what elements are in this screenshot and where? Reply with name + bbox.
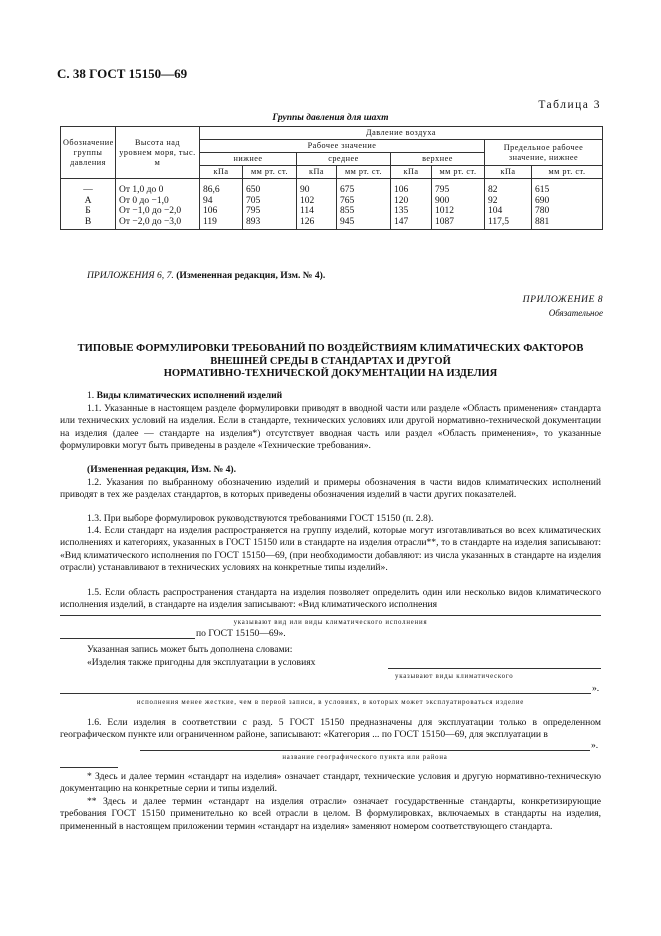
table-cell: 795 [243, 206, 297, 217]
table-cell: 90 [297, 179, 337, 196]
table-cell: 104 [485, 206, 532, 217]
fill-in-label: указывают виды климатического [395, 673, 514, 680]
unit-kpa: кПа [485, 166, 532, 179]
col-group-header: Обозначение группы давления [61, 127, 116, 179]
paragraph-also-suitable: «Изделия также пригодны для эксплуатации в условиях [87, 657, 316, 668]
unit-kpa: кПа [297, 166, 337, 179]
paragraph-1-2: 1.2. Указания по выбранному обозначению изделий и примеры обозначения в части видов климатических исполнений приводят в тех же разделах стандартов, в которых приведены обозначения изделий в части других показателей. [60, 477, 601, 501]
air-pressure-header: Давление воздуха [200, 127, 603, 140]
paragraph-1-3: 1.3. При выборе формулировок руководствуются требованиями ГОСТ 15150 (п. 2.8). [87, 513, 434, 524]
table-cell: Б [61, 206, 116, 217]
table-cell: 82 [485, 179, 532, 196]
footnote-2: ** Здесь и далее термин «стандарт на изделия отрасли» означает государственные стандарты, конкретизирующие требования ГОСТ 15150 применительно ко всей отрасли в целом. В формулировках, включаемых в стандарты на изделия, примененный в настоящем приложении термин «стандарт на изделия» заменяют номером соответствующего стандарта. [60, 796, 601, 832]
upper-header: верхнее [391, 153, 485, 166]
col-height-header: Высота над уровнем моря, тыс. м [116, 127, 200, 179]
table-cell: 102 [297, 196, 337, 207]
table-cell: 106 [200, 206, 243, 217]
section-title-line: ВНЕШНЕЙ СРЕДЫ В СТАНДАРТАХ И ДРУГОЙ [210, 355, 451, 367]
table-row [61, 179, 603, 196]
table-cell: 114 [297, 206, 337, 217]
table-cell: 120 [391, 196, 432, 207]
table-title: Группы давления для шахт [272, 113, 389, 123]
paragraph-1-6: 1.6. Если изделия в соответствии с разд. 5 ГОСТ 15150 предназначены для эксплуатации только в определенном географическом пункте или ограниченном районе, записывают: «Категория ... по ГОСТ 15150—69, для эксплуатации в [60, 717, 601, 741]
section-title-line: НОРМАТИВНО-ТЕХНИЧЕСКОЙ ДОКУМЕНТАЦИИ НА ИЗДЕЛИЯ [163, 368, 498, 379]
table-cell: 690 [532, 196, 603, 207]
pressure-groups-table [60, 126, 603, 230]
table-row [61, 196, 603, 207]
fill-in-line [60, 615, 601, 616]
subsection-number: 1. [87, 390, 95, 401]
table-cell: 92 [485, 196, 532, 207]
fill-in-line [60, 693, 591, 694]
table-cell: 1087 [432, 217, 485, 230]
table-cell: 147 [391, 217, 432, 230]
table-cell: 615 [532, 179, 603, 196]
table-row [61, 217, 603, 230]
appendix-note-edit: (Измененная редакция, Изм. № 4). [176, 270, 326, 281]
table-cell: А [61, 196, 116, 207]
appendix-note-ref: ПРИЛОЖЕНИЯ 6, 7. [87, 270, 174, 281]
table-cell: 705 [243, 196, 297, 207]
paragraph-1-4: 1.4. Если стандарт на изделия распространяется на группу изделий, которые могут изготавливаться во всех климатических исполнениях и категориях, указанных в ГОСТ 15150 или в стандарте на изделия отрасли**, то в стандарте на изделия записывают: «Вид климатического исполнения по ГОСТ 15150—69, (при необходимости добавляют: из числа указанных в стандарте на изделия отрасли) устанавливают в технических условиях на конкретные типы изделий». [60, 525, 601, 573]
fill-in-line [60, 638, 195, 639]
table-cell: От 0 до −1,0 [116, 196, 200, 207]
fill-in-label: название географического пункта или района [282, 754, 448, 761]
paragraph-1-1: 1.1. Указанные в настоящем разделе формулировки приводят в вводной части или разделе «Область применения» стандарта или технических условий на изделия. Если в стандарте, технических условиях или другой нормативно-технической документации на изделия (далее — стандарте на изделия*) отсутствует вводная часть или раздел «Область применения», то указанные формулировки могут быть приведены в разделе «Технические требования». [60, 403, 601, 451]
edit-note: (Измененная редакция, Изм. № 4). [87, 464, 237, 475]
table-cell: 881 [532, 217, 603, 230]
unit-mmhg: мм рт. ст. [243, 166, 297, 179]
fill-in-line [140, 750, 590, 751]
table-cell: От −2,0 до −3,0 [116, 217, 200, 230]
table-cell: 900 [432, 196, 485, 207]
table-cell: 126 [297, 217, 337, 230]
table-cell: 893 [243, 217, 297, 230]
gost-reference: по ГОСТ 15150—69». [196, 628, 286, 639]
footnote-separator [60, 767, 118, 768]
table-cell: 765 [337, 196, 391, 207]
limit-value-header: Предельное рабочее значение, нижнее [485, 140, 603, 166]
appendix-number: ПРИЛОЖЕНИЕ 8 [522, 294, 603, 305]
fill-in-line [388, 668, 601, 669]
unit-mmhg: мм рт. ст. [432, 166, 485, 179]
paragraph-addition: Указанная запись может быть дополнена словами: [87, 644, 293, 655]
table-cell: 106 [391, 179, 432, 196]
appendix-note [87, 270, 607, 282]
table-cell: 117,5 [485, 217, 532, 230]
section-title-line: ТИПОВЫЕ ФОРМУЛИРОВКИ ТРЕБОВАНИЙ ПО ВОЗДЕЙСТВИЯМ КЛИМАТИЧЕСКИХ ФАКТОРОВ [77, 343, 584, 354]
subsection-heading [87, 390, 282, 402]
footnote-1: * Здесь и далее термин «стандарт на изделия» означает стандарт, технические условия и другую нормативно-техническую документацию на конкретные серии и типы изделий. [60, 771, 601, 795]
unit-kpa: кПа [391, 166, 432, 179]
table-row [61, 206, 603, 217]
table-cell: 780 [532, 206, 603, 217]
table-cell: От −1,0 до −2,0 [116, 206, 200, 217]
table-cell: 945 [337, 217, 391, 230]
unit-mmhg: мм рт. ст. [532, 166, 603, 179]
subsection-title: Виды климатических исполнений изделий [96, 390, 283, 401]
fill-in-label: исполнения менее жесткие, чем в первой записи, в условиях, в которых может эксплуатироваться изделие [136, 699, 525, 706]
closing-quote: ». [592, 683, 600, 694]
table-cell: 1012 [432, 206, 485, 217]
working-value-header: Рабочее значение [200, 140, 485, 153]
appendix-status: Обязательное [548, 308, 603, 318]
table-cell: В [61, 217, 116, 230]
table-cell: 675 [337, 179, 391, 196]
table-cell: — [61, 179, 116, 196]
table-cell: 795 [432, 179, 485, 196]
table-cell: От 1,0 до 0 [116, 179, 200, 196]
fill-in-label: указывают вид или виды климатического исполнения [233, 619, 428, 626]
table-cell: 94 [200, 196, 243, 207]
lower-header: нижнее [200, 153, 297, 166]
page-header: С. 38 ГОСТ 15150—69 [57, 66, 188, 81]
table-cell: 119 [200, 217, 243, 230]
section-title [40, 343, 621, 381]
middle-header: среднее [297, 153, 391, 166]
table-cell: 855 [337, 206, 391, 217]
table-cell: 650 [243, 179, 297, 196]
closing-quote: ». [591, 740, 599, 751]
unit-kpa: кПа [200, 166, 243, 179]
paragraph-1-5: 1.5. Если область распространения стандарта на изделия позволяет определить один или несколько видов климатического исполнения изделий, в стандарте на изделия записывают: «Вид климатического исполнения [60, 587, 601, 611]
table-cell: 86,6 [200, 179, 243, 196]
unit-mmhg: мм рт. ст. [337, 166, 391, 179]
table-cell: 135 [391, 206, 432, 217]
table-number: Таблица 3 [538, 99, 601, 111]
